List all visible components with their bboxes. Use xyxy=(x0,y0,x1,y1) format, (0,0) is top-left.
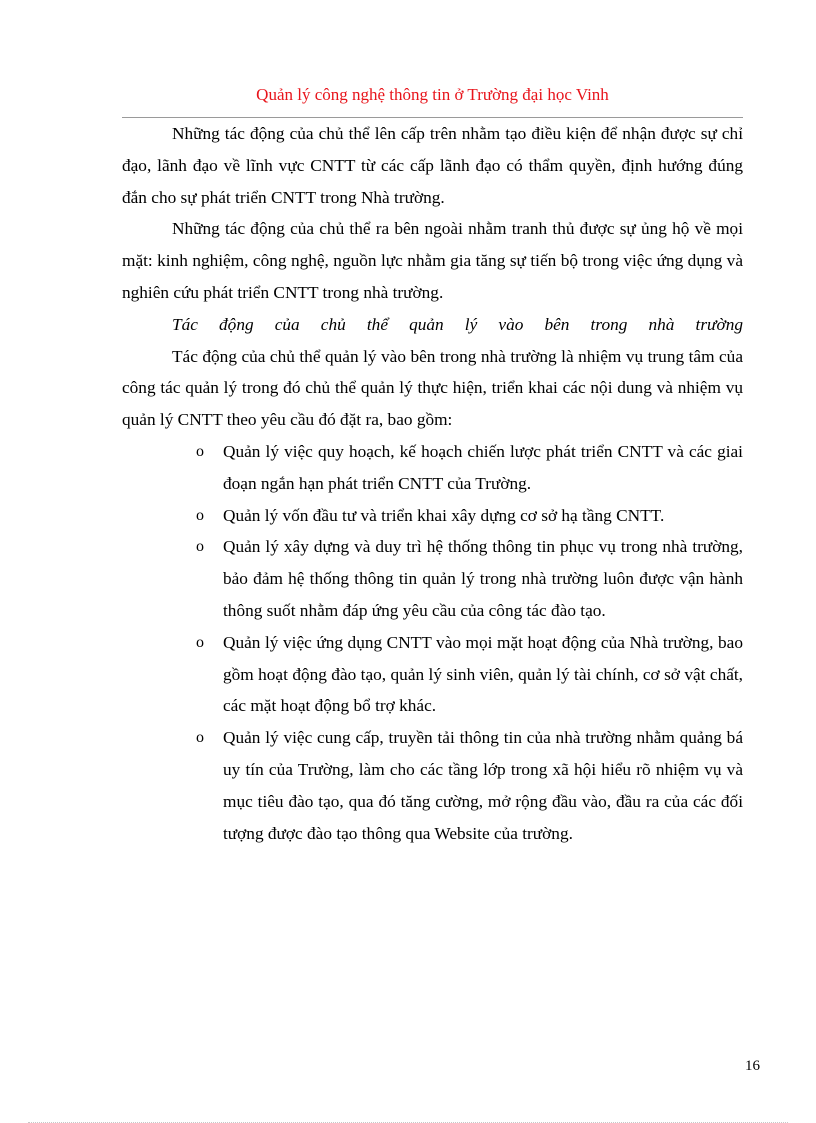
paragraph-upward-influence: Những tác động của chủ thể lên cấp trên nhằm tạo điều kiện để nhận được sự chỉ đạo, lãnh đạo về lĩnh vực CNTT từ các cấp lãnh đạo có thẩm quyền, định hướng đúng đắn cho sự phát triển CNTT trong Nhà trường. xyxy=(122,124,743,207)
list-item xyxy=(196,722,743,849)
list-item xyxy=(196,500,743,532)
bullet-circle-icon: o xyxy=(196,442,204,460)
list-item xyxy=(196,531,743,626)
bullet-circle-icon: o xyxy=(196,633,204,651)
management-tasks-list xyxy=(122,436,743,849)
page-header-title: Quản lý công nghệ thông tin ở Trường đại học Vinh xyxy=(256,85,609,104)
paragraph-internal-influence: Tác động của chủ thể quản lý vào bên trong nhà trường là nhiệm vụ trung tâm của công tác quản lý trong đó chủ thể quản lý thực hiện, triển khai các nội dung và nhiệm vụ quản lý CNTT theo yêu cầu đó đặt ra, bao gồm: xyxy=(122,346,743,430)
list-item xyxy=(196,627,743,722)
list-item-text: Quản lý xây dựng và duy trì hệ thống thông tin phục vụ trong nhà trường, bảo đảm hệ thống thông tin quản lý trong nhà trường luôn được vận hành thông suốt nhằm đáp ứng yêu cầu của công tác đào tạo. xyxy=(223,537,743,620)
section-subheading-internal-influence: Tác động của chủ thể quản lý vào bên trong nhà trường xyxy=(172,314,743,334)
bullet-circle-icon: o xyxy=(196,729,204,747)
list-item-text: Quản lý việc cung cấp, truyền tải thông tin của nhà trường nhằm quảng bá uy tín của Trường, làm cho các tầng lớp trong xã hội hiểu rõ nhiệm vụ và mục tiêu đào tạo, qua đó tăng cường, mở rộng đầu vào, đầu ra của các đối tượng được đào tạo thông qua Website của trường. xyxy=(223,728,743,843)
list-item xyxy=(196,436,743,500)
paragraph-external-influence: Những tác động của chủ thể ra bên ngoài nhằm tranh thủ được sự ủng hộ về mọi mặt: kinh nghiệm, công nghệ, nguồn lực nhằm gia tăng sự tiến bộ trong việc ứng dụng và nghiên cứu phát triển CNTT trong nhà trường. xyxy=(122,219,743,302)
document-body xyxy=(122,118,743,849)
bullet-circle-icon: o xyxy=(196,538,204,556)
list-item-text: Quản lý vốn đầu tư và triển khai xây dựng cơ sở hạ tầng CNTT. xyxy=(223,505,665,525)
page-number: 16 xyxy=(745,1058,760,1074)
list-item-text: Quản lý việc ứng dụng CNTT vào mọi mặt hoạt động của Nhà trường, bao gồm hoạt động đào tạo, quản lý sinh viên, quản lý tài chính, cơ sở vật chất, các mặt hoạt động bổ trợ khác. xyxy=(223,632,743,716)
list-item-text: Quản lý việc quy hoạch, kế hoạch chiến lược phát triển CNTT và các giai đoạn ngắn hạn phát triển CNTT của Trường. xyxy=(223,441,743,493)
bullet-circle-icon: o xyxy=(196,506,204,524)
